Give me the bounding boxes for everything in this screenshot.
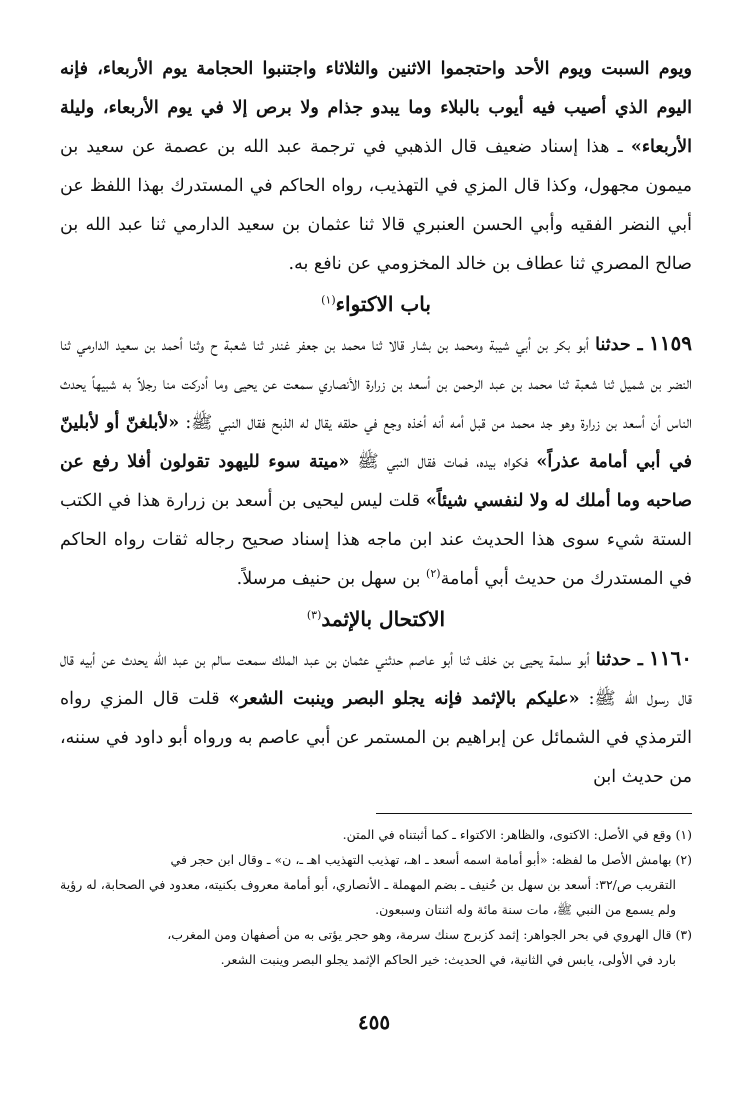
intro-commentary: ـ هذا إسناد ضعيف قال الذهبي في ترجمة عبد الله بن عصمة عن سعيد بن ميمون مجهول، وكذا قال المزي في التهذيب، رواه الحاكم في المستدرك بهذا اللفظ عن أبي النضر الفقيه وأبي الحسن العنبري قالا ثنا عثمان بن سعيد الدارمي ثنا عبد الله بن صالح المصري ثنا عطاف بن خالد المخزومي عن نافع به. <box>60 137 692 274</box>
hadith-chain: أبو بكر بن أبي شيبة ومحمد بن بشار قالا ثنا محمد بن جعفر غندر ثنا شعبة ح وثنا أحمد بن سعيد الدارمي ثنا النضر بن شميل ثنا شعبة ثنا محمد بن عبد الرحمن بن أسعد بن زرارة الأنصاري سمعت عن يحيى وما أدركت منا رجلاً به شبيهاً يحدث الناس أن أسعد بن زرارة وهو جد محمد من قبل أمه أنه أخذه وجع في حلقه يقال له الذبح فقال النبي ﷺ: <box>60 335 692 433</box>
hadith-opening: ـ حدثنا <box>595 335 643 355</box>
hadith-narrative: فكواه بيده، فمات فقال النبي ﷺ <box>357 452 529 472</box>
prophetic-quote: «ميتة سوء لليهود تقولون أفلا رفع عن صاحبه وما أملك له ولا لنفسي شيئاً» <box>60 452 692 511</box>
main-text <box>60 50 692 797</box>
hadith-number: ١١٦٠ <box>649 646 692 670</box>
footnote-3: (٣) قال الهروي في بحر الجواهر: إثمد كزبرج سنك سرمة، وهو حجر يؤتى به من أصفهان ومن المغرب، <box>167 927 692 942</box>
footnote-marker-1: (١) <box>321 293 336 307</box>
chapter-heading-cauterization <box>60 284 692 324</box>
footnote-2-continued: التقريب ص/٣٢: أسعد بن سهل بن حُنيف ـ بضم المهملة ـ الأنصاري، أبو أمامة معروف بكنيته، معدود في الصحابة، له رؤية ولم يسمع من النبي ﷺ، مات سنة مائة وله اثنتان وسبعون. <box>60 877 677 917</box>
chapter-heading-text: باب الاكتواء <box>335 292 431 316</box>
footnote-1: (١) وقع في الأصل: الاكتوى، والظاهر: الاكتواء ـ كما أثبتناه في المتن. <box>342 827 692 842</box>
prophetic-quote: «لأبلغنّ أو لأبلينّ في أبي أمامة عذراً» <box>60 413 692 472</box>
intro-hadith-text: ويوم السبت ويوم الأحد واحتجموا الاثنين والثلاثاء واجتنبوا الحجامة يوم الأربعاء، فإنه اليوم الذي أصيب فيه أيوب بالبلاء وما يبدو جذام ولا برص إلا في يوم الأربعاء، وليلة الأربعاء» <box>60 59 692 157</box>
hadith-commentary: قلت ليس ليحيى بن أسعد بن زرارة هذا في الكتب الستة شيء سوى هذا الحديث عند ابن ماجه هذا إسناد صحيح رجاله ثقات رواه الحاكم في المستدرك من حديث أبي أمامة <box>60 491 692 589</box>
hadith-1160 <box>60 639 692 797</box>
footnote-marker-3: (٣) <box>306 608 322 622</box>
intro-paragraph <box>60 50 692 284</box>
footnote-2: (٢) بهامش الأصل ما لفظه: «أبو أمامة اسمه أسعد ـ اهـ، تهذيب التهذيب اهـ ـ، ن» ـ وقال ابن حجر في <box>170 852 692 867</box>
prophetic-quote: «عليكم بالإثمد فإنه يجلو البصر وينبت الشعر» <box>228 689 580 709</box>
footnote-divider <box>376 813 692 814</box>
footnotes <box>60 822 692 972</box>
footnote-marker-2: (٢) <box>426 567 441 581</box>
hadith-opening: ـ حدثنا <box>595 650 643 670</box>
hadith-chain: أبو سلمة يحيى بن خلف ثنا أبو عاصم حدثني عثمان بن عبد الملك سمعت سالم بن عبد الله يحدث عن أبيه قال قال رسول الله ﷺ: <box>60 650 693 709</box>
chapter-heading-text: الاكتحال بالإثمد <box>321 607 446 631</box>
footnote-3-continued: بارد في الأولى، يابس في الثانية، في الحديث: خير الحاكم الإثمد يجلو البصر وينبت الشعر. <box>220 952 676 967</box>
page-number: ٤٥٥ <box>357 1010 391 1034</box>
hadith-commentary-end: بن سهل بن حنيف مرسلاً. <box>236 569 421 589</box>
chapter-heading-kohl <box>60 599 692 639</box>
hadith-commentary: قلت قال المزي رواه الترمذي في الشمائل عن إبراهيم بن المستمر عن أبي عاصم به ورواه أبو داود في سننه، من حديث ابن <box>60 689 692 787</box>
hadith-number: ١١٥٩ <box>649 331 692 355</box>
hadith-1159 <box>60 324 692 599</box>
